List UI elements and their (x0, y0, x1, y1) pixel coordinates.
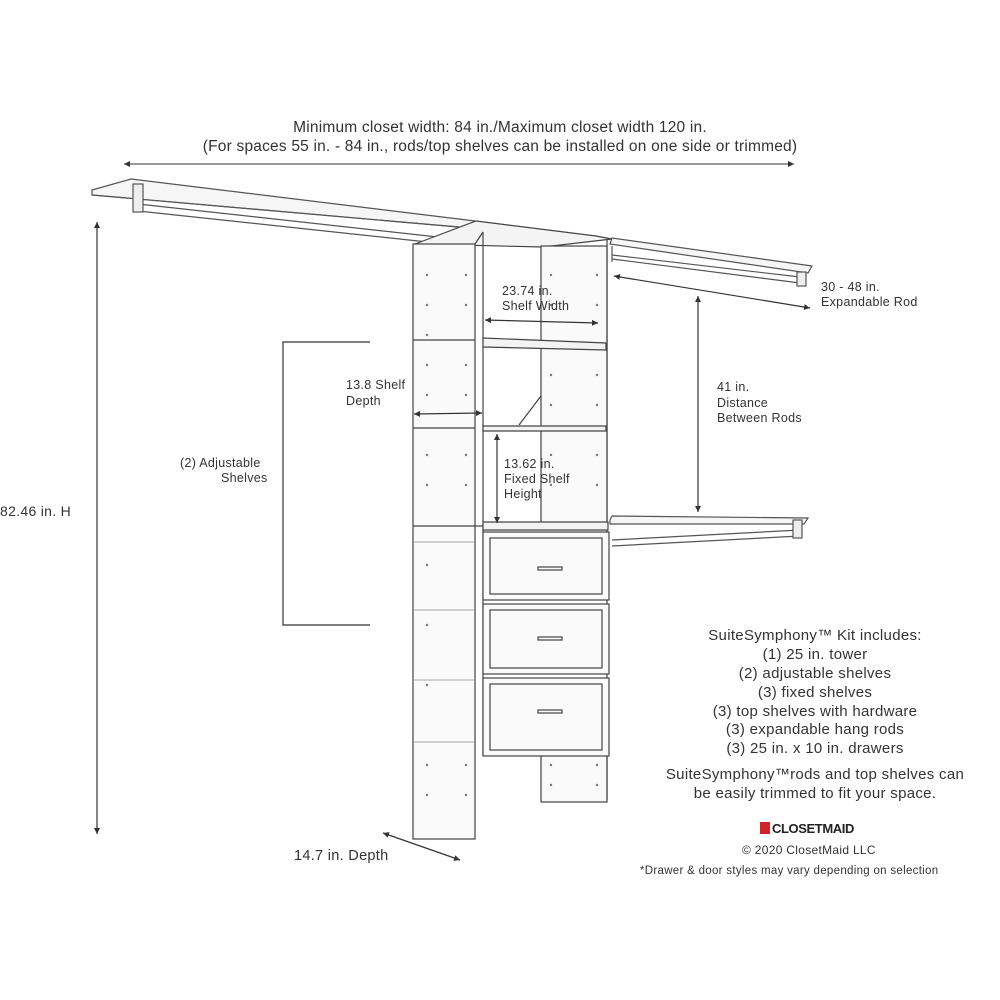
adjustable-shelves-line1: (2) Adjustable (180, 456, 261, 470)
kit-title: SuiteSymphony™ Kit includes: (708, 627, 922, 644)
fixed-height-value: 13.62 in. (504, 457, 555, 471)
logo-mark-icon (760, 822, 770, 834)
copyright: © 2020 ClosetMaid LLC (742, 843, 876, 857)
drawer-3 (483, 678, 609, 756)
shelf-width-label: Shelf Width (502, 299, 570, 313)
drawer-3-handle (538, 710, 562, 713)
kit-item: (3) 25 in. x 10 in. drawers (726, 740, 904, 757)
distance-value: 41 in. (717, 380, 750, 394)
kit-item: (1) 25 in. tower (762, 646, 868, 663)
kit-item: (3) fixed shelves (757, 684, 873, 701)
fixed-height-label-1: Fixed Shelf (504, 472, 570, 486)
distance-label-2: Between Rods (717, 411, 802, 425)
distance-label-1: Distance (717, 396, 769, 410)
closetmaid-logo (760, 821, 854, 835)
closet-width-subheading: (For spaces 55 in. - 84 in., rods/top shelves can be installed on one side or trimmed) (202, 138, 798, 155)
shelf-width-value: 23.74 in. (502, 284, 553, 298)
drawers (483, 532, 609, 756)
logo-text: CLOSETMAID (772, 820, 854, 836)
closet-width-heading: Minimum closet width: 84 in./Maximum closet width 120 in. (293, 119, 707, 136)
depth-label: 14.7 in. Depth (294, 848, 389, 864)
adjustable-shelves-line2: Shelves (221, 471, 268, 485)
left-top-shelf (92, 179, 475, 228)
tower-left-panel (413, 232, 483, 839)
rod-length-value: 30 - 48 in. (821, 280, 880, 294)
fixed-height-label-2: Height (504, 487, 542, 501)
disclaimer: *Drawer & door styles may vary depending on selection (640, 865, 939, 877)
trim-note-line1: SuiteSymphony™rods and top shelves can (665, 766, 965, 783)
right-upper-shelf (610, 238, 812, 286)
trim-note-line2: be easily trimmed to fit your space. (693, 785, 937, 802)
kit-item: (3) top shelves with hardware (712, 703, 918, 720)
kit-item: (2) adjustable shelves (738, 665, 892, 682)
rod-length-label: Expandable Rod (821, 295, 918, 309)
height-label: 82.46 in. H (0, 503, 72, 519)
drawer-1-handle (538, 567, 562, 570)
shelf-depth-label: Depth (346, 394, 381, 408)
kit-item: (3) expandable hang rods (725, 721, 905, 738)
drawer-1 (483, 532, 609, 600)
drawer-2-handle (538, 637, 562, 640)
shelf-depth-value: 13.8 Shelf (346, 378, 406, 392)
right-lower-shelf (610, 516, 808, 546)
